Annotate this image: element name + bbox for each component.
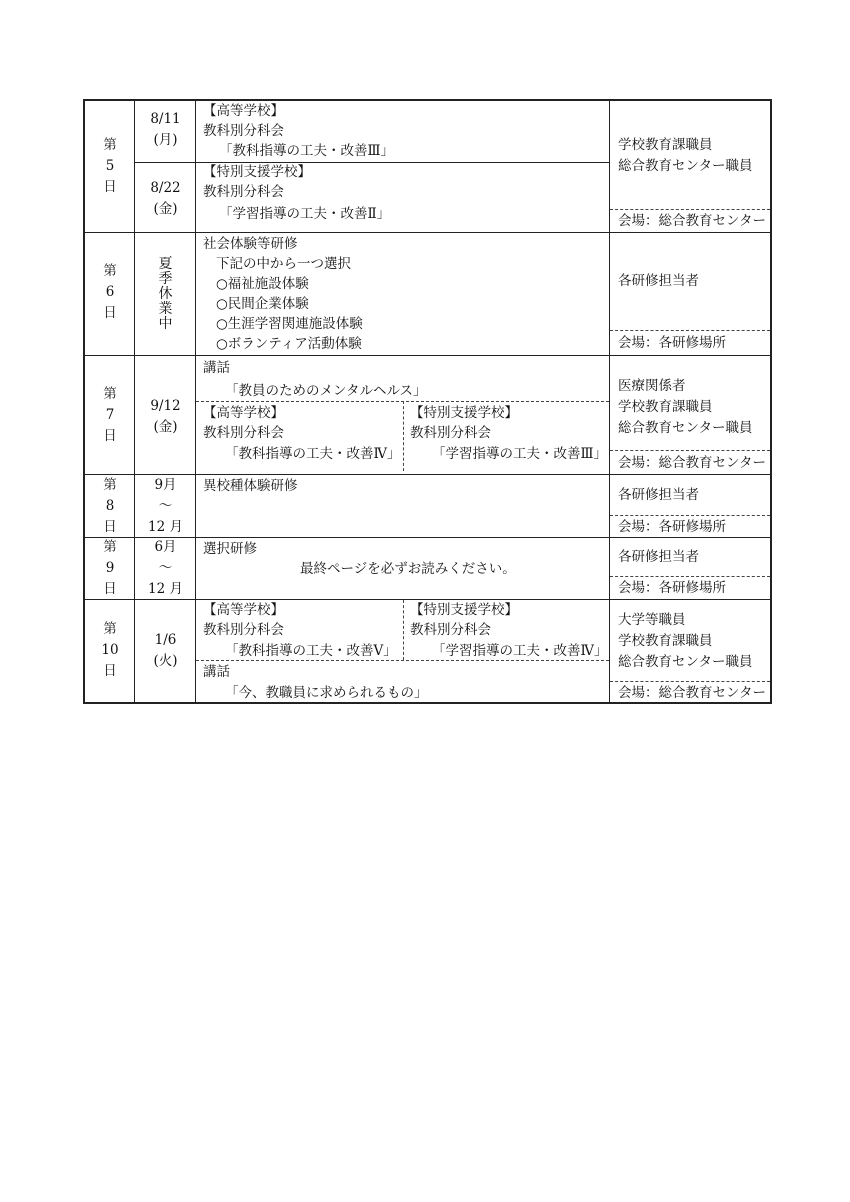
block-title: 教科別分科会 [203, 425, 284, 441]
venue-separator [610, 330, 770, 331]
lecture-subtitle: 「教員のためのメンタルヘルス」 [225, 383, 427, 399]
staff-line: 医療関係者 [618, 378, 686, 394]
block-subtitle: 「学習指導の工夫・改善Ⅳ」 [432, 643, 608, 659]
block-title: 異校種体験研修 [203, 478, 298, 494]
day-label: 第 10 日 [101, 621, 119, 679]
date-label: 9/12 (金) [150, 398, 181, 435]
venue-label: 会場：総合教育センター [618, 213, 766, 229]
col-divider-content [609, 101, 610, 702]
date-label: 8/22 (金) [150, 180, 181, 217]
block-title: 選択研修 [203, 541, 257, 557]
block-subtitle: 「学習指導の工夫・改善Ⅲ」 [432, 446, 608, 462]
block-title: 社会体験等研修 [203, 236, 298, 252]
lecture-head: 講話 [203, 664, 230, 680]
block-head: 【特別支援学校】 [203, 164, 311, 180]
date-label: 8/11 (月) [150, 111, 181, 148]
block-subtitle: 「教科指導の工夫・改善Ⅳ」 [225, 446, 401, 462]
lecture-subtitle: 「今、教職員に求められるもの」 [225, 685, 428, 701]
schedule-table [83, 99, 772, 704]
venue-label: 会場：総合教育センター [618, 455, 766, 471]
venue-label: 会場：各研修場所 [618, 519, 726, 535]
staff-line: 総合教育センター職員 [618, 420, 753, 436]
day-label: 第 8 日 [103, 477, 117, 535]
block-head: 【高等学校】 [203, 405, 284, 421]
staff-line: 各研修担当者 [618, 487, 699, 503]
inner-dashed-divider [403, 401, 404, 471]
venue-label: 会場：総合教育センター [618, 685, 766, 701]
block-head: 【高等学校】 [203, 602, 284, 618]
staff-line: 学校教育課職員 [618, 137, 713, 153]
block-title: 教科別分科会 [203, 184, 284, 200]
staff-line: 総合教育センター職員 [618, 158, 753, 174]
lecture-head: 講話 [203, 360, 230, 376]
row-separator [85, 355, 770, 356]
block-title: 教科別分科会 [410, 425, 491, 441]
date-label: 9月 ～ 12 月 [148, 477, 183, 535]
venue-separator [610, 450, 770, 451]
venue-label: 会場：各研修場所 [618, 335, 726, 351]
staff-line: 学校教育課職員 [618, 633, 713, 649]
option-item: ○福祉施設体験 [216, 276, 309, 292]
staff-line: 各研修担当者 [618, 549, 699, 565]
block-title: 教科別分科会 [410, 622, 491, 638]
note-text: 最終ページを必ずお読みください。 [300, 561, 516, 577]
staff-line: 学校教育課職員 [618, 399, 713, 415]
date-label: 6月 ～ 12 月 [148, 539, 183, 597]
block-head: 【特別支援学校】 [410, 405, 518, 421]
block-subtitle: 「教科指導の工夫・改善Ⅴ」 [225, 643, 397, 659]
staff-line: 各研修担当者 [618, 273, 699, 289]
venue-separator [610, 515, 770, 516]
venue-label: 会場：各研修場所 [618, 580, 726, 596]
option-item: ○ボランティア活動体験 [216, 336, 362, 352]
option-item: ○生涯学習関連施設体験 [216, 316, 363, 332]
day-label: 第 5 日 [103, 137, 117, 195]
day-label: 第 6 日 [103, 263, 117, 321]
date-label-vertical: 夏 季 休 業 中 [158, 256, 173, 332]
venue-separator [610, 209, 770, 210]
staff-line: 大学等職員 [618, 612, 686, 628]
instruction: 下記の中から一つ選択 [216, 256, 351, 272]
day-label: 第 9 日 [103, 539, 117, 597]
option-item: ○民間企業体験 [216, 296, 309, 312]
block-title: 教科別分科会 [203, 622, 284, 638]
block-head: 【特別支援学校】 [410, 602, 518, 618]
block-subtitle: 「教科指導の工夫・改善Ⅲ」 [219, 143, 395, 159]
staff-line: 総合教育センター職員 [618, 654, 753, 670]
row-separator [85, 232, 770, 233]
block-subtitle: 「学習指導の工夫・改善Ⅱ」 [219, 206, 391, 222]
venue-separator [610, 681, 770, 682]
venue-separator [610, 576, 770, 577]
inner-dashed-divider [403, 600, 404, 660]
day-label: 第 7 日 [103, 386, 117, 444]
block-head: 【高等学校】 [203, 103, 284, 119]
date-label: 1/6 (火) [153, 632, 178, 669]
block-title: 教科別分科会 [203, 123, 284, 139]
